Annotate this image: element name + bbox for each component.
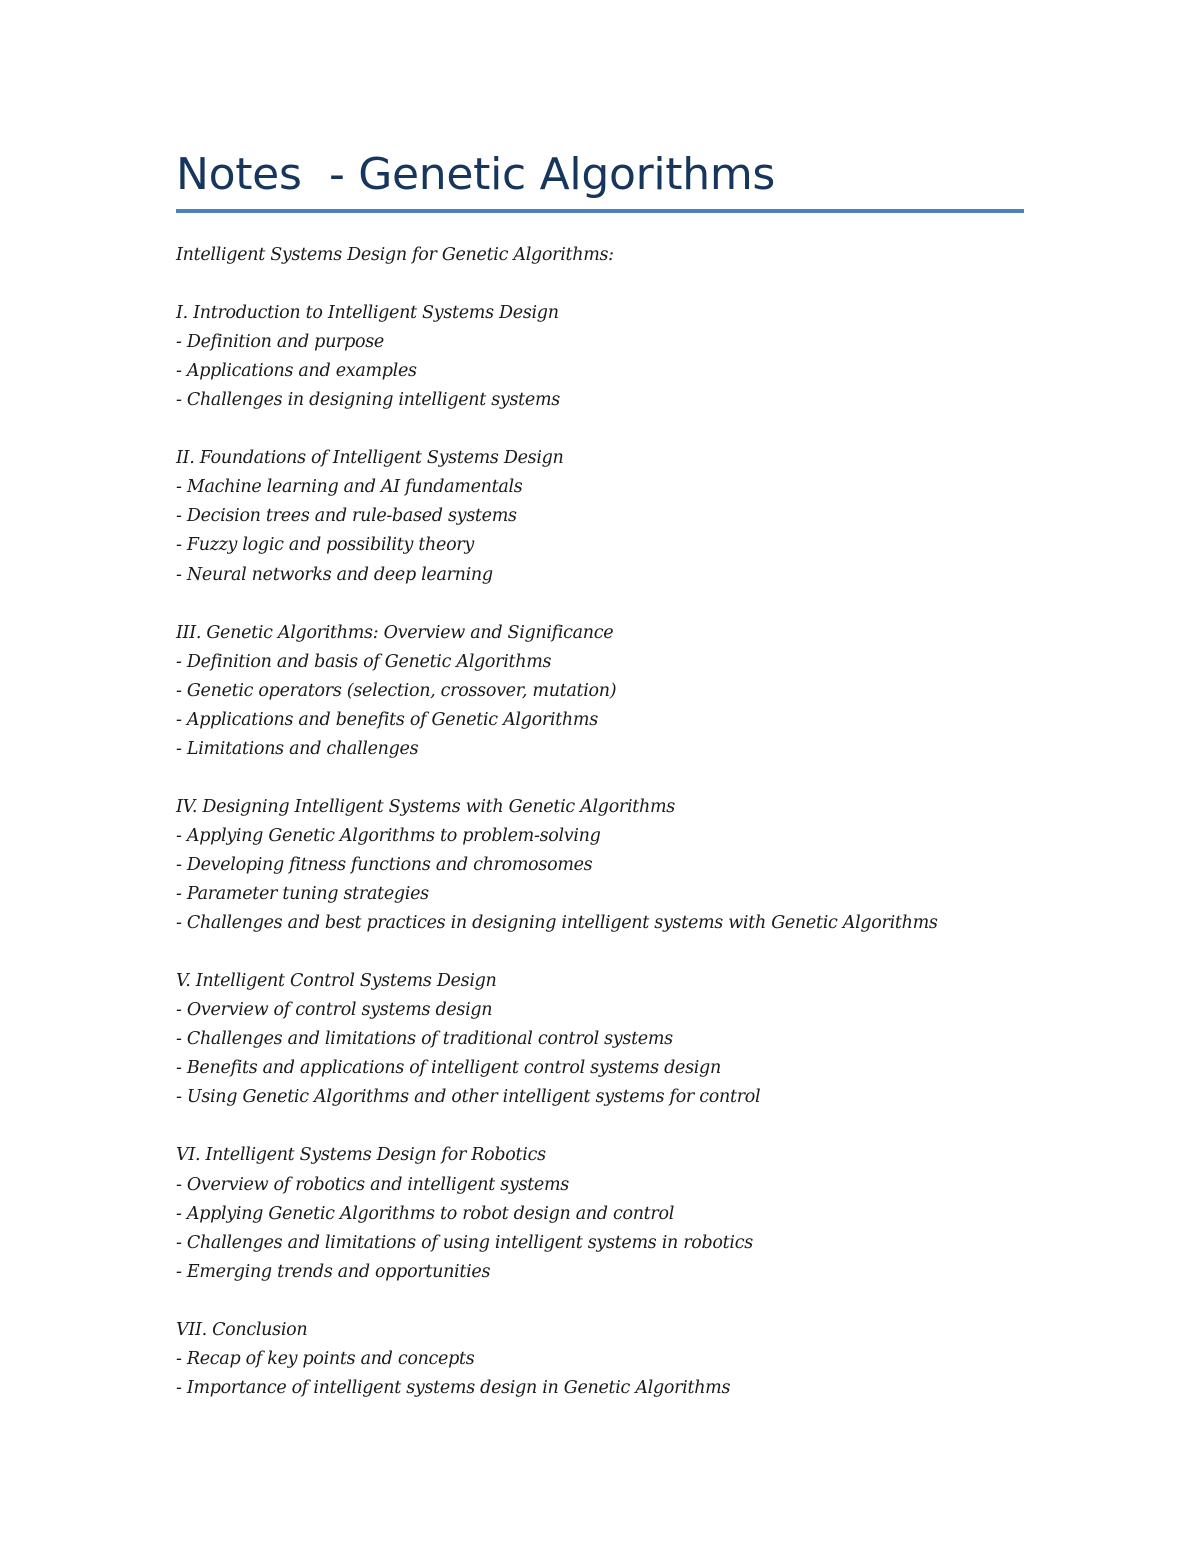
list-item: - Applications and benefits of Genetic Algorithms: [176, 709, 598, 730]
section-heading: II. Foundations of Intelligent Systems Design: [176, 448, 564, 469]
intro-line: Intelligent Systems Design for Genetic Algorithms:: [176, 245, 614, 265]
section-heading: VI. Intelligent Systems Design for Robotics: [176, 1145, 546, 1166]
spacer: [176, 1287, 1024, 1316]
list-item: - Neural networks and deep learning: [176, 564, 493, 585]
section-heading: I. Introduction to Intelligent Systems Design: [176, 303, 559, 324]
list-item: - Recap of key points and concepts: [176, 1348, 475, 1369]
spacer: [176, 764, 1024, 793]
list-item: - Emerging trends and opportunities: [176, 1261, 491, 1282]
section-heading: VII. Conclusion: [176, 1319, 308, 1340]
section-heading: III. Genetic Algorithms: Overview and Significance: [176, 622, 614, 643]
list-item: - Definition and basis of Genetic Algorithms: [176, 651, 552, 672]
page-title: Notes - Genetic Algorithms: [176, 149, 776, 200]
spacer: [176, 415, 1024, 444]
list-item: - Benefits and applications of intelligent control systems design: [176, 1058, 721, 1079]
list-item: - Fuzzy logic and possibility theory: [176, 535, 474, 556]
list-item: - Definition and purpose: [176, 332, 384, 353]
list-item: - Applications and examples: [176, 361, 417, 382]
section-heading: V. Intelligent Control Systems Design: [176, 971, 497, 992]
list-item: - Applying Genetic Algorithms to problem-solving: [176, 825, 601, 846]
spacer: [176, 1112, 1024, 1141]
spacer: [176, 938, 1024, 967]
list-item: - Using Genetic Algorithms and other intelligent systems for control: [176, 1087, 761, 1108]
list-item: - Overview of robotics and intelligent systems: [176, 1174, 569, 1195]
list-item: - Challenges and limitations of using intelligent systems in robotics: [176, 1232, 753, 1253]
document-body: [176, 241, 1024, 1403]
title-underline: [176, 209, 1024, 213]
section-heading: IV. Designing Intelligent Systems with Genetic Algorithms: [176, 796, 675, 817]
spacer: [176, 590, 1024, 619]
list-item: - Parameter tuning strategies: [176, 884, 429, 905]
spacer: [176, 270, 1024, 299]
list-item: - Applying Genetic Algorithms to robot design and control: [176, 1203, 675, 1224]
list-item: - Importance of intelligent systems design in Genetic Algorithms: [176, 1377, 731, 1398]
list-item: - Genetic operators (selection, crossover, mutation): [176, 680, 617, 701]
list-item: - Machine learning and AI fundamentals: [176, 477, 523, 498]
list-item: - Developing fitness functions and chromosomes: [176, 854, 593, 875]
list-item: - Decision trees and rule-based systems: [176, 506, 517, 527]
list-item: - Challenges in designing intelligent systems: [176, 390, 560, 411]
list-item: - Overview of control systems design: [176, 1000, 493, 1021]
list-item: - Challenges and best practices in designing intelligent systems with Genetic Algorithms: [176, 913, 938, 934]
list-item: - Challenges and limitations of traditional control systems: [176, 1029, 673, 1050]
list-item: - Limitations and challenges: [176, 738, 419, 759]
